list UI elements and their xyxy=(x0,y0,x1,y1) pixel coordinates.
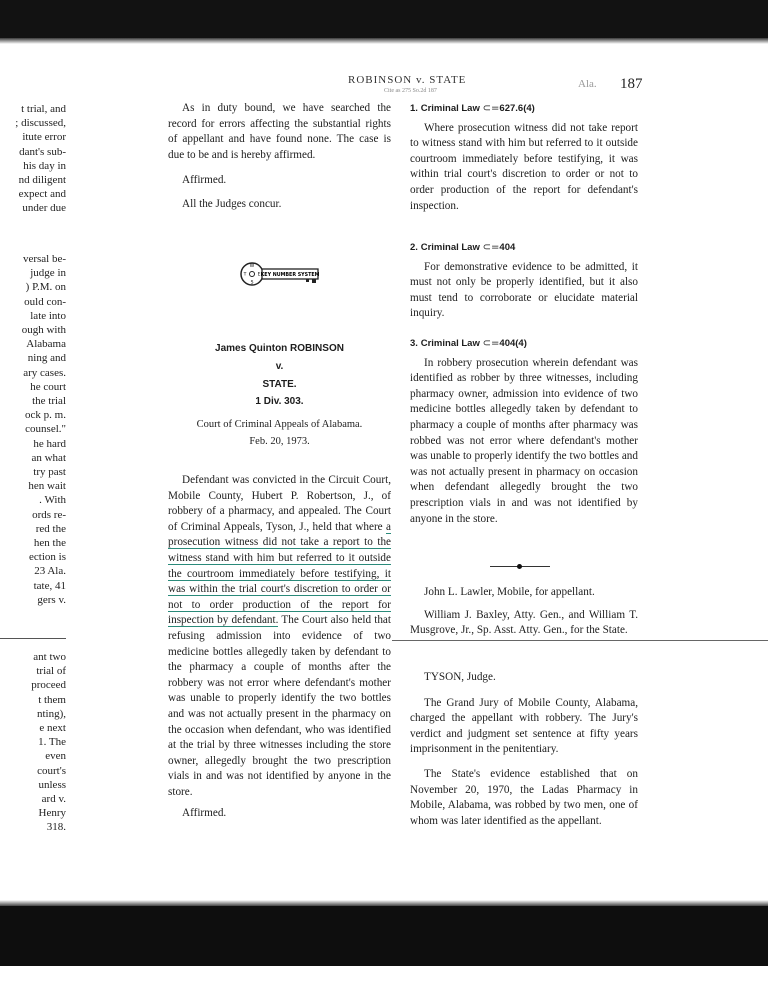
counsel xyxy=(410,585,638,639)
left-fragment-line: ould con- xyxy=(24,295,66,308)
case-versus: v. xyxy=(275,361,284,372)
case-appellant: James Quinton ROBINSON xyxy=(215,343,344,354)
left-fragment-line: he hard xyxy=(33,437,66,450)
headnote-text: Where prosecution witness did not take report to witness stand with him but referred to it outside courtroom immediately before testifying, it was within trial court's discretion to order or not to order production of the report for defendant's inspection. xyxy=(410,121,638,212)
headnote-topic: Criminal Law xyxy=(420,242,480,253)
left-fragment-line: itute error xyxy=(22,131,66,144)
left-fragment-line: dant's sub- xyxy=(19,145,66,158)
scan-top-shadow xyxy=(0,38,768,44)
headnote-number: 1. xyxy=(410,103,418,114)
left-column-fragment-bottom xyxy=(0,650,66,835)
opinion-judge: TYSON, Judge. xyxy=(424,671,496,683)
left-fragment-line: 1. The xyxy=(38,736,66,749)
left-fragment-line: ard v. xyxy=(41,793,66,806)
left-fragment-line: ough with xyxy=(21,324,66,337)
left-fragment-line: 318. xyxy=(46,821,66,834)
left-fragment-line: e next xyxy=(39,722,66,735)
logo-text: KEY NUMBER SYSTEM xyxy=(260,273,320,279)
left-fragment-line: red the xyxy=(35,522,66,535)
left-fragment-line: . With xyxy=(39,494,66,507)
headnote-number: 3. xyxy=(410,338,418,349)
left-fragment-line: his day in xyxy=(23,159,66,172)
left-fragment-line: the trial xyxy=(32,395,66,408)
left-fragment-line: expect and xyxy=(18,188,66,201)
headnote-topic: Criminal Law xyxy=(420,103,480,114)
left-fragment-line: tate, 41 xyxy=(33,579,66,592)
headnote-text: For demonstrative evidence to be admitted, it must not only be properly identified, but it also must tend to corroborate or elucidate material inquiry. xyxy=(410,260,638,320)
headnote-1 xyxy=(410,101,638,214)
left-fragment-line: ary cases. xyxy=(23,366,66,379)
left-fragment-line: hen wait xyxy=(28,480,66,493)
headnote-key: 404(4) xyxy=(499,338,527,349)
key-icon: ⊂= xyxy=(482,103,500,114)
left-column-fragment-top xyxy=(0,102,66,216)
page-mark: Ala. xyxy=(578,78,597,90)
opinion-paragraph-1: The Grand Jury of Mobile County, Alabama, charged the appellant with robbery. The Jury's verdict and judgment set sentence at fifty years imprisonment in the penitentiary. xyxy=(410,696,638,756)
prior-opinion xyxy=(168,101,391,213)
right-column-rule xyxy=(392,640,768,641)
syllabus-text-continued: The Court also held that refusing admission into evidence of two medicine bottles allegedly taken by defendant to the pharmacy a couple of months after the robbery was not error where defendant's mother was unable to properly identify the two bottles and was not actually present in the pharmacy on the occasion when defendant, who was identified at the trial by three witnesses including the store owner, allegedly brought the two prescription vials in and was not identified by anyone in the store. xyxy=(168,614,392,798)
syllabus-paragraph xyxy=(168,473,391,800)
left-fragment-line: ords re- xyxy=(32,508,66,521)
left-fragment-line: he court xyxy=(30,380,66,393)
left-fragment-line: ock p. m. xyxy=(25,409,66,422)
left-column-rule xyxy=(0,638,66,639)
left-fragment-line: court's xyxy=(37,764,66,777)
syllabus-underlined-holding: a prosecution witness did not take a report to the witness stand with him but referred to it outside the courtroom immediately before testifying, it was within the trial court's discretion to order or not to order production of the report for inspection by defendant. xyxy=(168,520,391,627)
left-fragment-line: nting), xyxy=(36,707,66,720)
key-icon: ⊂= xyxy=(482,338,500,349)
syllabus-disposition: Affirmed. xyxy=(182,807,227,820)
left-fragment-line: ; discussed, xyxy=(15,117,66,130)
left-fragment-line: ection is xyxy=(29,551,66,564)
logo-letter-w: W xyxy=(249,264,255,269)
judges-concur: All the Judges concur. xyxy=(182,197,282,210)
citation-line: Cite as 275 So.2d 187 xyxy=(384,88,437,94)
opinion xyxy=(410,670,638,829)
left-fragment-line: versal be- xyxy=(22,253,66,265)
left-fragment-line: gers v. xyxy=(37,593,66,606)
decision-date: Feb. 20, 1973. xyxy=(249,436,310,447)
headnote-text: In robbery prosecution wherein defendant was identified as robber by three witnesses, including pharmacy owner, admission into evidence of two medicine bottles allegedly taken by defendant to pharmacy a couple of months after pharmacy was robbed was not error where defendant's mother was unable to properly identify the two bottles and was not actually present in pharmacy on occasion when defendant allegedly brought the two prescription vials in and was not identified by anyone in the store. xyxy=(410,356,638,525)
counsel-state: William J. Baxley, Atty. Gen., and William T. Musgrove, Jr., Sp. Asst. Atty. Gen., for the State. xyxy=(410,608,638,637)
syllabus xyxy=(168,473,391,822)
case-appellee: STATE. xyxy=(262,379,297,390)
headnote-number: 2. xyxy=(410,242,418,253)
left-fragment-line: judge in xyxy=(30,267,66,280)
left-fragment-line: ) P.M. on xyxy=(25,281,66,294)
left-fragment-line: unless xyxy=(38,778,66,791)
left-fragment-line: Henry xyxy=(38,807,66,820)
headnote-key: 404 xyxy=(499,242,516,253)
syllabus-text: Defendant was convicted in the Circuit Court, Mobile County, Hubert P. Robertson, J., of robbery of a pharmacy, and appealed. The Court of Criminal Appeals, Tyson, J., held that where xyxy=(168,474,391,533)
section-divider-dot xyxy=(517,564,522,569)
prior-affirmed: Affirmed. xyxy=(182,174,227,187)
left-fragment-line: trial of xyxy=(36,665,66,678)
logo-letter-e: E xyxy=(257,272,261,278)
key-icon: ⊂= xyxy=(482,242,500,253)
left-fragment-line: even xyxy=(45,750,66,763)
left-fragment-line: counsel." xyxy=(25,423,66,436)
left-fragment-line: ning and xyxy=(27,352,66,365)
logo-letter-t: T xyxy=(243,272,247,278)
case-docket: 1 Div. 303. xyxy=(255,396,304,407)
left-fragment-line: Alabama xyxy=(26,338,66,351)
running-title: ROBINSON v. STATE xyxy=(348,74,467,86)
left-fragment-line: nd diligent xyxy=(18,174,66,187)
scan-bottom-band xyxy=(0,906,768,966)
left-fragment-line: hen the xyxy=(33,537,66,550)
scan-top-band xyxy=(0,0,768,38)
key-number-system-logo xyxy=(240,261,324,287)
left-fragment-line: an what xyxy=(31,451,66,464)
headnote-2 xyxy=(410,240,638,322)
opinion-paragraph-2: The State's evidence established that on November 20, 1970, the Ladas Pharmacy in Mobile, Alabama, was robbed by two men, one of whom was later identified as the appellant. xyxy=(410,767,638,827)
logo-letter-s: S xyxy=(250,280,254,286)
left-column-fragment-middle xyxy=(0,252,66,607)
left-fragment-line: under due xyxy=(22,202,66,215)
left-fragment-line: 23 Ala. xyxy=(34,565,66,578)
headnote-3 xyxy=(410,336,638,527)
left-fragment-line: proceed xyxy=(31,679,66,692)
left-fragment-line: t them xyxy=(38,693,66,706)
left-fragment-line: try past xyxy=(33,466,66,479)
prior-opinion-paragraph: As in duty bound, we have searched the record for errors affecting the substantial rights of appellant and have found none. The case is due to be and is hereby affirmed. xyxy=(168,102,391,161)
headnote-key: 627.6(4) xyxy=(499,103,535,114)
counsel-appellant: John L. Lawler, Mobile, for appellant. xyxy=(424,586,595,598)
left-fragment-line: t trial, and xyxy=(21,103,66,115)
page-number: 187 xyxy=(620,76,643,92)
court-name: Court of Criminal Appeals of Alabama. xyxy=(196,419,363,430)
headnote-topic: Criminal Law xyxy=(420,338,480,349)
left-fragment-line: ant two xyxy=(33,651,66,663)
left-fragment-line: late into xyxy=(30,309,66,322)
